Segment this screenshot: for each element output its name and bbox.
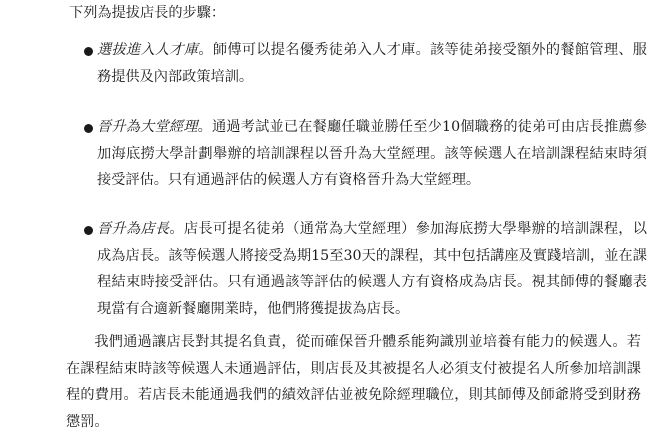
bullet-icon [84,124,93,133]
bullet-icon [84,47,93,56]
intro-text: 下列為提拔店長的步驟： [69,5,226,21]
closing-paragraph: 我們通過讓店長對其提名負責，從而確保晉升體系能夠識別並培養有能力的候選人。若在課程結束時該等候選人未通過評估，則店長及其被提名人必須支付被提名人所參加培訓課程的費用。若店長未能通過我們的績效評估並被免除經理職位，則其師傅及師爺將受到財務懲罰。 [66,334,641,430]
step-text: 。店長可提名徒弟（通常為大堂經理）參加海底撈大學舉辦的培訓課程，以成為店長。該等候選人將接受為期15至30天的課程，其中包括講座及實踐培訓，並在課程結束時接受評估。只有通過該等評估的候選人方有資格成為店長。視其師傅的餐廳表現當有合適新餐廳開業時，他們將獲提拔為店長。 [97,221,647,317]
step-select-talent-pool [97,37,647,90]
step-promote-lobby-manager [97,114,647,194]
step-text: 。師傅可以提名優秀徒弟入人才庫。該等徒弟接受額外的餐館管理、服務提供及內部政策培訓。 [97,42,647,85]
step-heading: 選拔進入人才庫 [97,42,199,58]
step-promote-store-manager [97,216,647,322]
step-heading: 晉升為大堂經理 [97,119,198,135]
bullet-icon [84,226,93,235]
step-text: 。通過考試並已在餐廳任職並勝任至少10個職務的徒弟可由店長推薦參加海底撈大學計劃舉辦的培訓課程以晉升為大堂經理。該等候選人在培訓課程結束時須接受評估。只有通過評估的候選人方有資格晉升為大堂經理。 [97,119,647,188]
step-heading: 晉升為店長 [97,221,170,237]
